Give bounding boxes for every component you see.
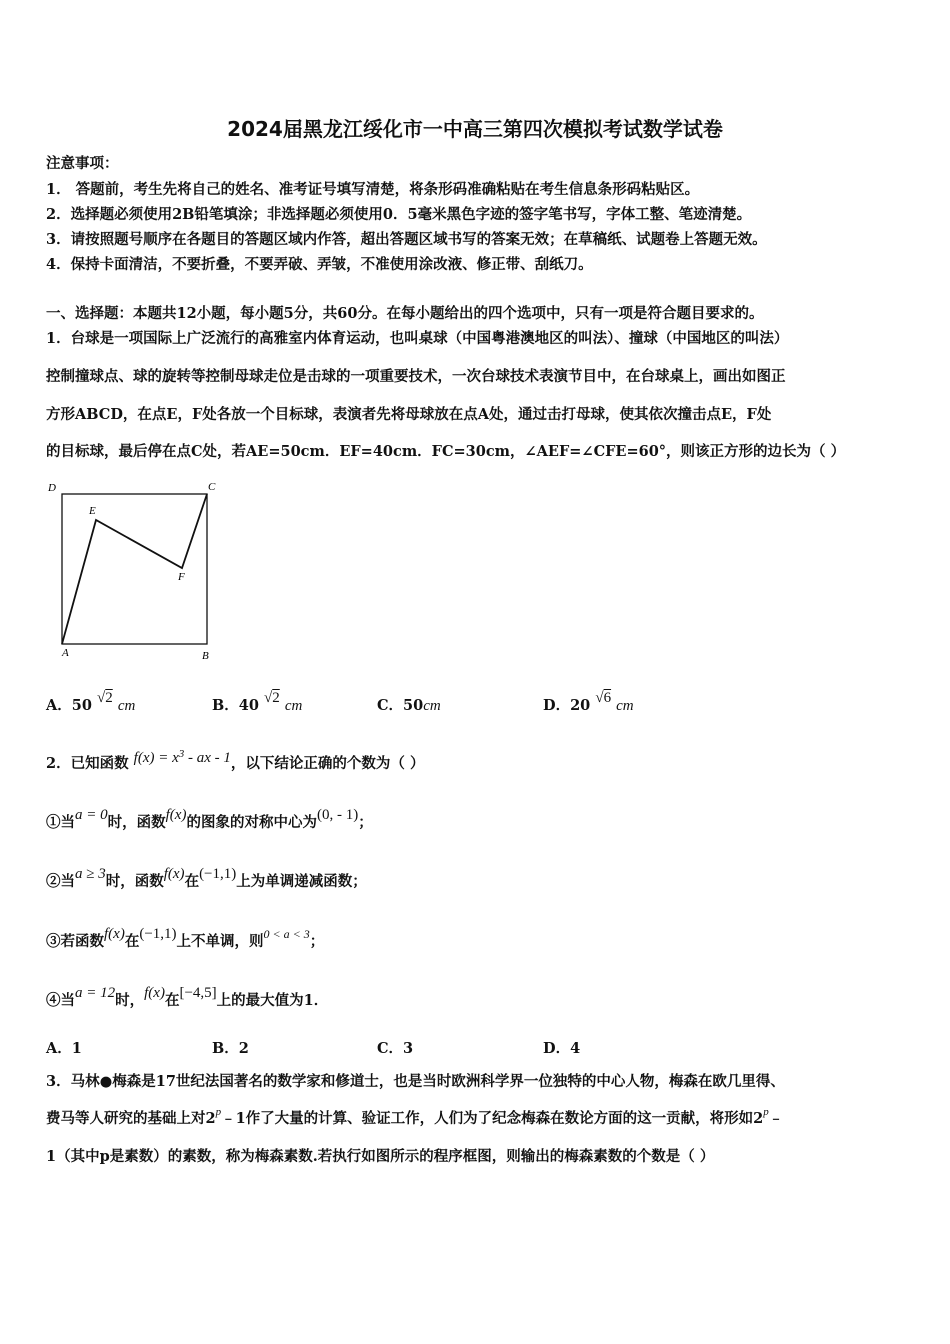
q3-line-3: 1（其中p是素数）的素数，称为梅森素数.若执行如图所示的程序框图，则输出的梅森素数的个数是（ ） <box>46 1148 715 1165</box>
q1-line-2: 控制撞球点、球的旋转等控制母球走位是击球的一项重要技术，一次台球技术表演节目中，在台球桌上，画出如图正 <box>46 368 786 385</box>
label-c: C <box>208 481 216 493</box>
q1-option-b: B．40 √2 cm <box>212 690 303 714</box>
q2-statement-3: ③若函数f(x)在(−1,1)上不单调，则$^{0 < a < 3}$； <box>46 926 325 950</box>
label-a: A <box>62 647 69 659</box>
label-b: B <box>202 650 209 662</box>
q2-option-c: C．3 <box>377 1040 414 1057</box>
q2-option-b: B．2 <box>212 1040 249 1057</box>
q2-stem: 2．已知函数 $f(x) = x^3$ - ax - 1，以下结论正确的个数为（ ） <box>46 748 425 772</box>
q2-statement-2: ②当a ≥ 3时，函数f(x)在(−1,1)上为单调递减函数； <box>46 866 367 890</box>
notice-item-2: 2．选择题必须使用2B铅笔填涂；非选择题必须使用0．5毫米黑色字迹的签字笔书写，字体工整、笔迹清楚。 <box>46 206 752 223</box>
notice-item-1: 1． 答题前，考生先将自己的姓名、准考证号填写清楚，将条形码准确粘贴在考生信息条形码粘贴区。 <box>46 181 700 198</box>
q1-line-3: 方形ABCD，在点E，F处各放一个目标球，表演者先将母球放在点A处，通过击打母球，使其依次撞击点E，F处 <box>46 406 772 423</box>
q3-line-2: 费马等人研究的基础上对2$^p$﹣1作了大量的计算、验证工作，人们为了纪念梅森在数论方面的这一贡献，将形如2$^p$﹣ <box>46 1106 784 1127</box>
label-e: E <box>89 505 96 517</box>
q1-line-1: 1．台球是一项国际上广泛流行的高雅室内体育运动，也叫桌球（中国粤港澳地区的叫法）、撞球（中国地区的叫法） <box>46 330 789 347</box>
q2-statement-1: ①当a = 0时，函数f(x)的图象的对称中心为(0, - 1)； <box>46 807 373 831</box>
notice-heading: 注意事项： <box>46 155 119 172</box>
q2-option-a: A．1 <box>46 1040 82 1057</box>
q1-option-d: D．20 √6 cm <box>543 690 634 714</box>
ball-path <box>62 494 207 644</box>
page-title: 2024届黑龙江绥化市一中高三第四次模拟考试数学试卷 <box>227 117 723 141</box>
notice-item-4: 4．保持卡面清洁，不要折叠，不要弄破、弄皱，不准使用涂改液、修正带、刮纸刀。 <box>46 256 593 273</box>
notice-item-3: 3．请按照题号顺序在各题目的答题区域内作答，超出答题区域书写的答案无效；在草稿纸、试题卷上答题无效。 <box>46 231 767 248</box>
square-abcd <box>62 494 207 644</box>
q1-option-c: C．50cm <box>377 697 441 714</box>
q3-line-1: 3．马林●梅森是17世纪法国著名的数学家和修道士，也是当时欧洲科学界一位独特的中心人物，梅森在欧几里得、 <box>46 1073 785 1090</box>
section-heading: 一、选择题：本题共12小题，每小题5分，共60分。在每小题给出的四个选项中，只有一项是符合题目要求的。 <box>46 305 764 322</box>
q1-line-4: 的目标球，最后停在点C处，若AE=50cm．EF=40cm．FC=30cm，∠AEF=∠CFE=60°，则该正方形的边长为（ ） <box>46 443 846 460</box>
label-d: D <box>48 482 56 494</box>
q2-option-d: D．4 <box>543 1040 581 1057</box>
q2-statement-4: ④当a = 12时，f(x)在[−4,5]上的最大值为1． <box>46 985 329 1009</box>
q1-figure <box>44 478 224 663</box>
label-f: F <box>178 571 185 583</box>
q1-option-a: A．50 √2 cm <box>46 690 136 714</box>
